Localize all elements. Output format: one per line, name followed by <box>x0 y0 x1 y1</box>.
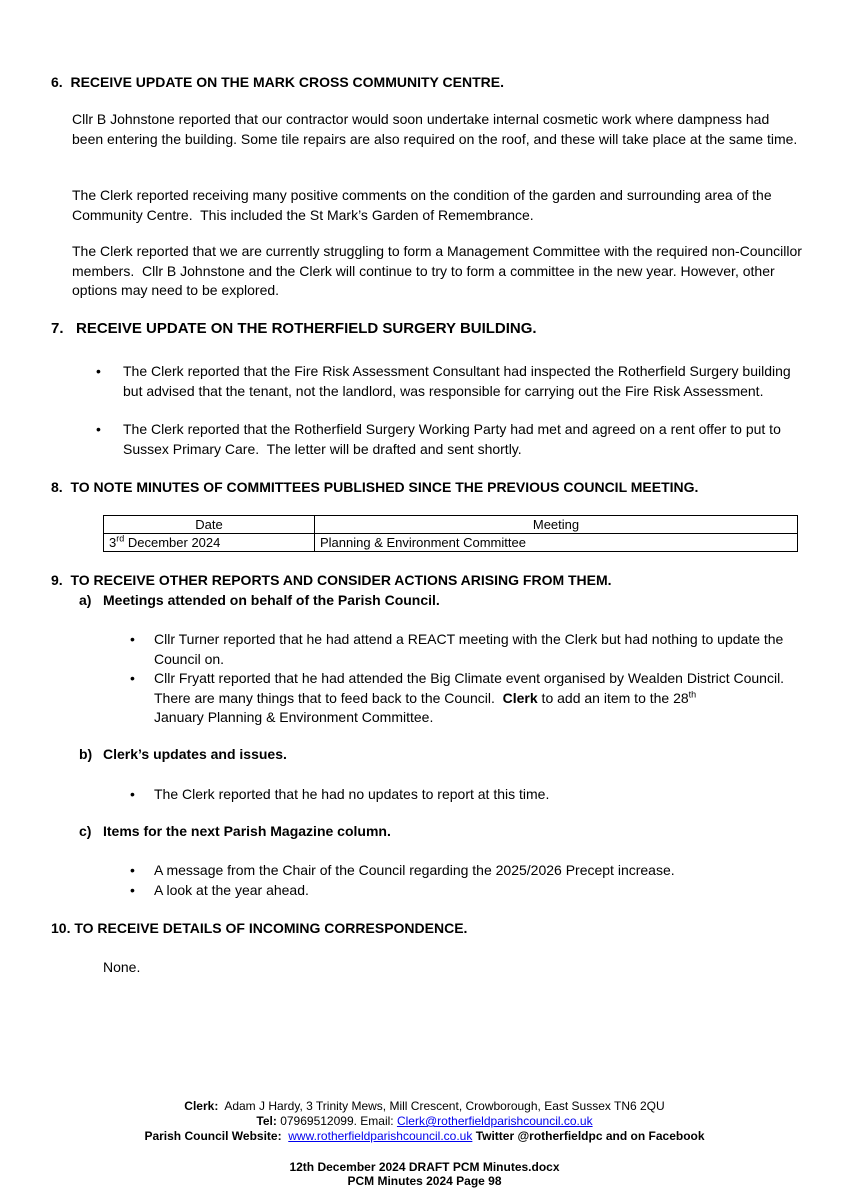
section-7-bullet-1: The Clerk reported that the Fire Risk Assessment Consultant had inspected the Rotherfield Surgery building but advised that the tenant, not the landlord, was responsible for carrying out the Fire Risk Assessment. <box>123 363 791 399</box>
section-6-paragraph-2: The Clerk reported receiving many positive comments on the condition of the garden and surrounding area of the Community Centre. This included the St Mark’s Garden of Remembrance. <box>72 187 772 223</box>
footer-clerk-address: Adam J Hardy, 3 Trinity Mews, Mill Crescent, Crowborough, East Sussex TN6 2QU <box>218 1099 665 1113</box>
table-header-row <box>104 516 798 534</box>
footer-clerk-line <box>0 1099 849 1114</box>
section-6-heading: 6. RECEIVE UPDATE ON THE MARK CROSS COMMUNITY CENTRE. <box>51 74 504 90</box>
date-suffix: rd <box>116 533 125 544</box>
footer-tel-text: 07969512099. Email: <box>276 1114 397 1128</box>
section-9-heading: 9. TO RECEIVE OTHER REPORTS AND CONSIDER ACTIONS ARISING FROM THEM. <box>51 572 612 588</box>
table-row <box>104 534 798 552</box>
meeting-column-header: Meeting <box>315 516 798 534</box>
subsection-c-bullet-2: A look at the year ahead. <box>154 882 309 898</box>
bullet-2-text-start: Cllr Fryatt reported that he had attended the Big Climate event organised by Wealden District Council. There are many things that to feed back to the Council. <box>154 670 788 706</box>
ordinal-suffix: th <box>688 688 697 699</box>
footer-website-label: Parish Council Website: <box>144 1129 289 1143</box>
clerk-action-label: Clerk <box>502 689 538 706</box>
footer-website-line <box>0 1129 849 1144</box>
footer-email-link[interactable]: Clerk@rotherfieldparishcouncil.co.uk <box>396 1114 593 1128</box>
bullet-icon: • <box>96 421 101 437</box>
section-6-paragraph-1: Cllr B Johnstone reported that our contractor would soon undertake internal cosmetic work where dampness had been entering the building. Some tile repairs are also required on the roof, and these will take place at the same time. <box>72 111 798 147</box>
footer-contact-line <box>0 1114 849 1129</box>
section-7-heading: 7. RECEIVE UPDATE ON THE ROTHERFIELD SURGERY BUILDING. <box>51 320 537 337</box>
bullet-icon: • <box>130 670 135 686</box>
subsection-a-title: Meetings attended on behalf of the Parish Council. <box>103 592 440 608</box>
bullet-2-text-end: January Planning & Environment Committee. <box>154 709 434 725</box>
footer-tel-label: Tel: <box>256 1114 277 1128</box>
committee-minutes-table <box>103 515 798 552</box>
footer-clerk-label: Clerk: <box>184 1099 219 1113</box>
section-7-bullet-2: The Clerk reported that the Rotherfield Surgery Working Party had met and agreed on a rent offer to put to Sussex Primary Care. The letter will be drafted and sent shortly. <box>123 421 781 457</box>
subsection-b-title: Clerk’s updates and issues. <box>103 746 287 762</box>
section-6-paragraph-3: The Clerk reported that we are currently struggling to form a Management Committee with the required non-Councillor members. Cllr B Johnstone and the Clerk will continue to try to form a committee in the new year. However, other options may need to be explored. <box>72 243 802 298</box>
date-rest: December 2024 <box>124 535 221 550</box>
subsection-c-title: Items for the next Parish Magazine column. <box>103 823 391 839</box>
footer-website-link[interactable]: www.rotherfieldparishcouncil.co.uk <box>288 1129 473 1143</box>
subsection-c-bullet-1: A message from the Chair of the Council regarding the 2025/2026 Precept increase. <box>154 862 675 878</box>
bullet-icon: • <box>130 882 135 898</box>
subsection-a-label: a) <box>79 592 92 608</box>
subsection-b-bullet-1: The Clerk reported that he had no updates to report at this time. <box>154 786 550 802</box>
subsection-a-bullet-1: Cllr Turner reported that he had attend a REACT meeting with the Clerk but had nothing to update the Council on. <box>154 631 784 667</box>
bullet-icon: • <box>130 631 135 647</box>
footer-page-number: PCM Minutes 2024 Page 98 <box>347 1174 502 1188</box>
bullet-2-text-mid: to add an item to the 28 <box>537 689 689 706</box>
footer-social-text: Twitter @rotherfieldpc and on Facebook <box>472 1129 705 1143</box>
bullet-icon: • <box>130 786 135 802</box>
section-10-body: None. <box>103 959 141 975</box>
section-10-heading: 10. TO RECEIVE DETAILS OF INCOMING CORRESPONDENCE. <box>51 920 468 936</box>
bullet-icon: • <box>130 862 135 878</box>
section-8-heading: 8. TO NOTE MINUTES OF COMMITTEES PUBLISHED SINCE THE PREVIOUS COUNCIL MEETING. <box>51 479 699 495</box>
bullet-icon: • <box>96 363 101 379</box>
meeting-date-cell <box>104 534 315 552</box>
meeting-name-cell: Planning & Environment Committee <box>315 534 798 552</box>
footer-document-name: 12th December 2024 DRAFT PCM Minutes.docx <box>289 1160 560 1174</box>
subsection-c-label: c) <box>79 823 92 839</box>
subsection-a-bullet-2 <box>154 669 802 728</box>
date-day: 3 <box>109 535 117 550</box>
subsection-b-label: b) <box>79 746 93 762</box>
date-column-header: Date <box>104 516 315 534</box>
